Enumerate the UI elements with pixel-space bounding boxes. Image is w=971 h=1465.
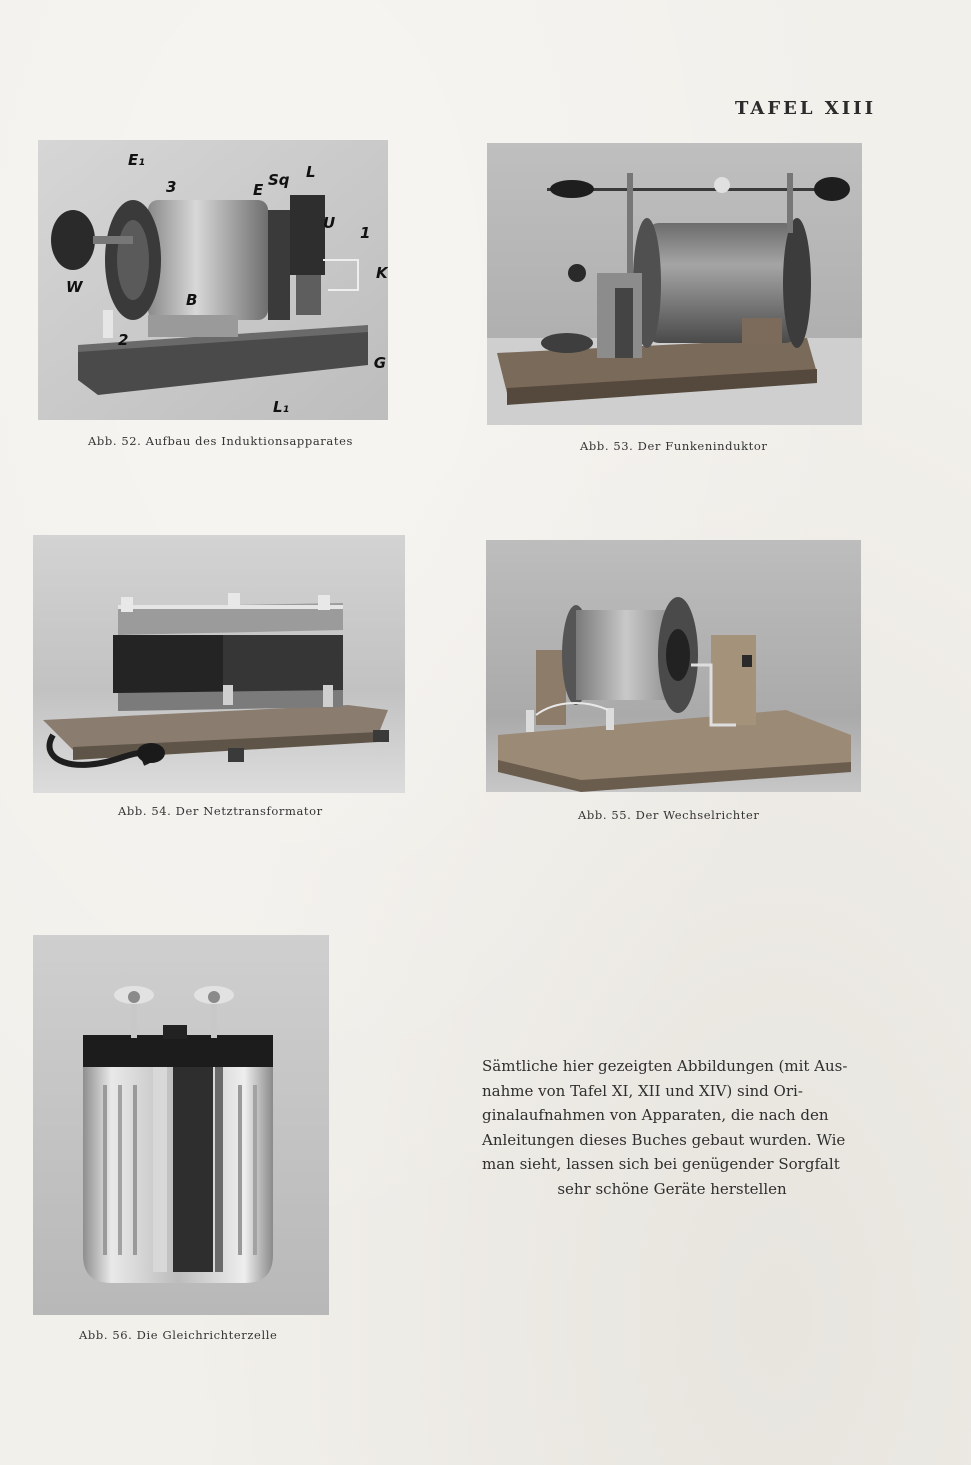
figure-55-photo [486,540,861,792]
svg-text:W: W [66,278,83,296]
svg-text:Sq: Sq [268,171,290,189]
figure-56-photo [33,935,329,1315]
figure-52-caption: Abb. 52. Aufbau des Induktionsapparates [88,434,353,448]
plate-note [482,1054,862,1201]
note-line-3: ginalaufnahmen von Apparaten, die nach den [482,1106,829,1124]
note-line-4: Anleitungen dieses Buches gebaut wurden. Wie [482,1130,846,1149]
figure-54-photo [33,535,405,793]
svg-text:U: U [323,214,336,232]
svg-text:B: B [186,291,198,309]
svg-text:L: L [306,163,316,181]
svg-text:E: E [253,181,264,199]
svg-text:K: K [376,264,388,282]
svg-text:L₁: L₁ [273,398,290,416]
figure-54-caption: Abb. 54. Der Netztransformator [118,804,323,818]
svg-text:3: 3 [166,178,177,196]
plate-title: TAFEL XIII [735,98,877,119]
figure-55-caption: Abb. 55. Der Wechselrichter [578,808,760,822]
note-line-1: Sämtliche hier gezeigten Abbildungen (mit Aus- [482,1057,848,1075]
note-line-2: nahme von Tafel XI, XII und XIV) sind Ori- [482,1081,803,1100]
note-line-6: sehr schöne Geräte herstellen [557,1179,787,1198]
figure-56-caption: Abb. 56. Die Gleichrichterzelle [79,1328,278,1342]
note-line-5: man sieht, lassen sich bei genügender Sorgfalt [482,1155,840,1173]
figure-53-caption: Abb. 53. Der Funkeninduktor [580,439,768,453]
figure-53-photo [487,143,862,425]
svg-text:E₁: E₁ [128,151,145,169]
figure-52-photo [38,140,388,420]
svg-text:1: 1 [360,224,371,242]
svg-text:2: 2 [118,331,129,349]
svg-text:G: G [373,354,386,372]
